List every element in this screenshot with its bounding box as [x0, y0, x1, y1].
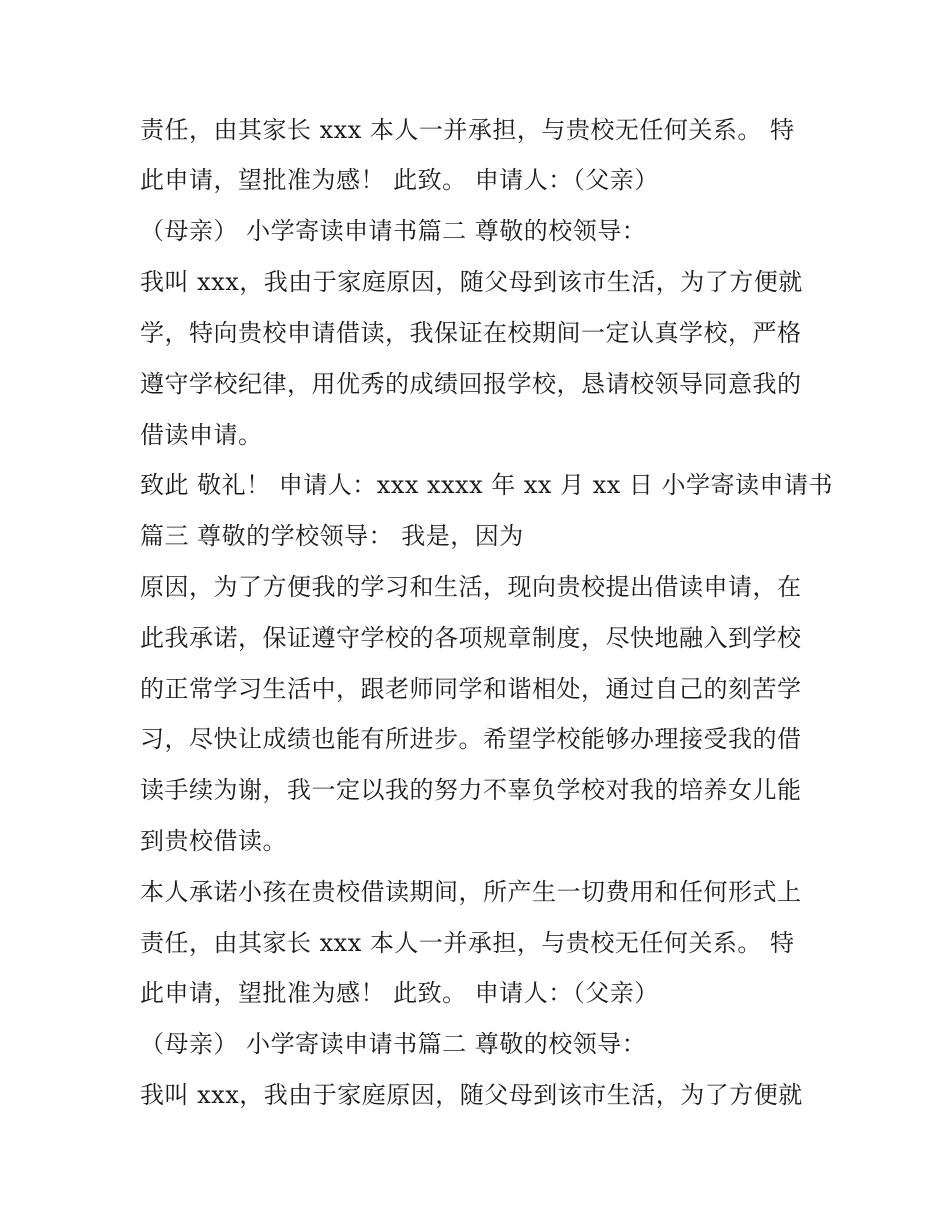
text-line: 遵守学校纪律，用优秀的成绩回报学校，恳请校领导同意我的	[140, 370, 802, 398]
text-line: （母亲） 小学寄读申请书篇二 尊敬的校领导：	[140, 1030, 647, 1058]
text-line: 我叫 xxx，我由于家庭原因，随父母到该市生活，为了方便就	[140, 268, 803, 296]
text-line: 的正常学习生活中，跟老师同学和谐相处，通过自己的刻苦学	[140, 675, 802, 703]
text-line: 致此 敬礼！ 申请人：xxx xxxx 年 xx 月 xx 日 小学寄读申请书	[140, 471, 834, 499]
text-line: 我叫 xxx，我由于家庭原因，随父母到该市生活，为了方便就	[140, 1081, 803, 1109]
text-line: 学，特向贵校申请借读，我保证在校期间一定认真学校，严格	[140, 319, 802, 347]
text-line: 责任，由其家长 xxx 本人一并承担，与贵校无任何关系。 特	[140, 116, 795, 144]
text-line: 习，尽快让成绩也能有所进步。希望学校能够办理接受我的借	[140, 725, 802, 753]
text-line: 篇三 尊敬的学校领导： 我是，因为	[140, 522, 524, 550]
text-line: 本人承诺小孩在贵校借读期间，所产生一切费用和任何形式上	[140, 878, 802, 906]
text-line: 此我承诺，保证遵守学校的各项规章制度，尽快地融入到学校	[140, 624, 802, 652]
text-line: 原因，为了方便我的学习和生活，现向贵校提出借读申请，在	[140, 573, 802, 601]
text-line: 责任，由其家长 xxx 本人一并承担，与贵校无任何关系。 特	[140, 929, 795, 957]
text-line: 读手续为谢，我一定以我的努力不辜负学校对我的培养女儿能	[140, 776, 802, 804]
text-line: 借读申请。	[140, 421, 263, 449]
text-line: 到贵校借读。	[140, 827, 287, 855]
text-line: 此申请，望批准为感！ 此致。 申请人：（父亲）	[140, 979, 659, 1007]
text-line: （母亲） 小学寄读申请书篇二 尊敬的校领导：	[140, 217, 647, 245]
text-line: 此申请，望批准为感！ 此致。 申请人：（父亲）	[140, 166, 659, 194]
